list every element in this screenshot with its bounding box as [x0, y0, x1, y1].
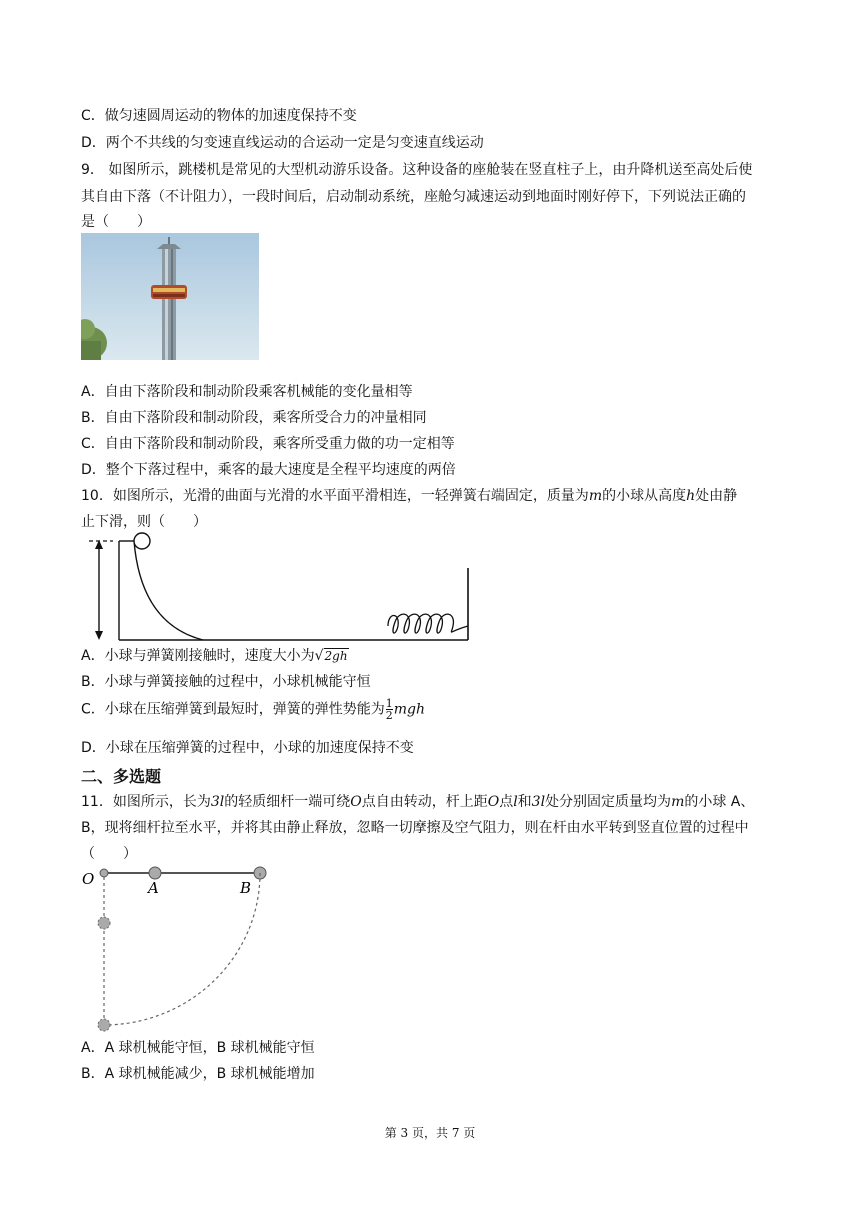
q9-option-d: D．整个下落过程中，乘客的最大速度是全程平均速度的两倍 [81, 462, 456, 478]
q9-option-b: B．自由下落阶段和制动阶段，乘客所受合力的冲量相同 [81, 410, 427, 426]
q11-option-b: B．A 球机械能减少，B 球机械能增加 [81, 1066, 315, 1082]
rotating-rod-diagram [78, 862, 278, 1036]
q11-stem-line1: 11．如图所示，长为3l的轻质细杆一端可绕O点自由转动，杆上距O点l和3l处分别固定质量均为m的小球 A、 [81, 794, 755, 810]
curved-ramp-spring-diagram [85, 532, 475, 644]
q11-stem-line2: B，现将细杆拉至水平，并将其由静止释放，忽略一切摩擦及空气阻力，则在杆由水平转到竖直位置的过程中 [81, 820, 749, 836]
q10-option-a: A．小球与弹簧刚接触时，速度大小为√2gh [81, 648, 348, 664]
page-footer: 第 3 页，共 7 页 [384, 1126, 476, 1140]
q9-stem-line2: 其自由下落（不计阻力），一段时间后，启动制动系统，座舱匀减速运动到地面时刚好停下，下列说法正确的 [81, 189, 746, 205]
section-heading-multiple-choice: 二、多选题 [81, 767, 162, 786]
q8-option-c: C．做匀速圆周运动的物体的加速度保持不变 [81, 108, 357, 124]
q9-stem-line3: 是（ ） [81, 214, 151, 230]
q8-option-d: D．两个不共线的匀变速直线运动的合运动一定是匀变速直线运动 [81, 135, 484, 151]
q9-option-c: C．自由下落阶段和制动阶段，乘客所受重力做的功一定相等 [81, 436, 455, 452]
ball-a-label: A [148, 879, 159, 897]
q9-option-a: A．自由下落阶段和制动阶段乘客机械能的变化量相等 [81, 384, 413, 400]
q10-option-d: D．小球在压缩弹簧的过程中，小球的加速度保持不变 [81, 740, 414, 756]
q10-option-b: B．小球与弹簧接触的过程中，小球机械能守恒 [81, 674, 371, 690]
drop-tower-photo [81, 233, 259, 360]
q9-stem-line1: 9． 如图所示，跳楼机是常见的大型机动游乐设备。这种设备的座舱装在竖直柱子上，由升降机送至高处后使 [81, 162, 753, 178]
ball-b-label: B [240, 879, 252, 897]
q11-option-a: A．A 球机械能守恒，B 球机械能守恒 [81, 1040, 315, 1056]
pivot-o-label: O [82, 870, 95, 888]
q10-stem-line1: 10．如图所示，光滑的曲面与光滑的水平面平滑相连，一轻弹簧右端固定，质量为m的小球从高度h处由静 [81, 488, 738, 504]
q10-option-c: C．小球在压缩弹簧到最短时，弹簧的弹性势能为 $\frac{1}{2}$ mgh [81, 697, 426, 722]
q11-stem-line3: （ ） [81, 846, 137, 862]
q10-stem-line2: 止下滑，则（ ） [81, 514, 207, 530]
